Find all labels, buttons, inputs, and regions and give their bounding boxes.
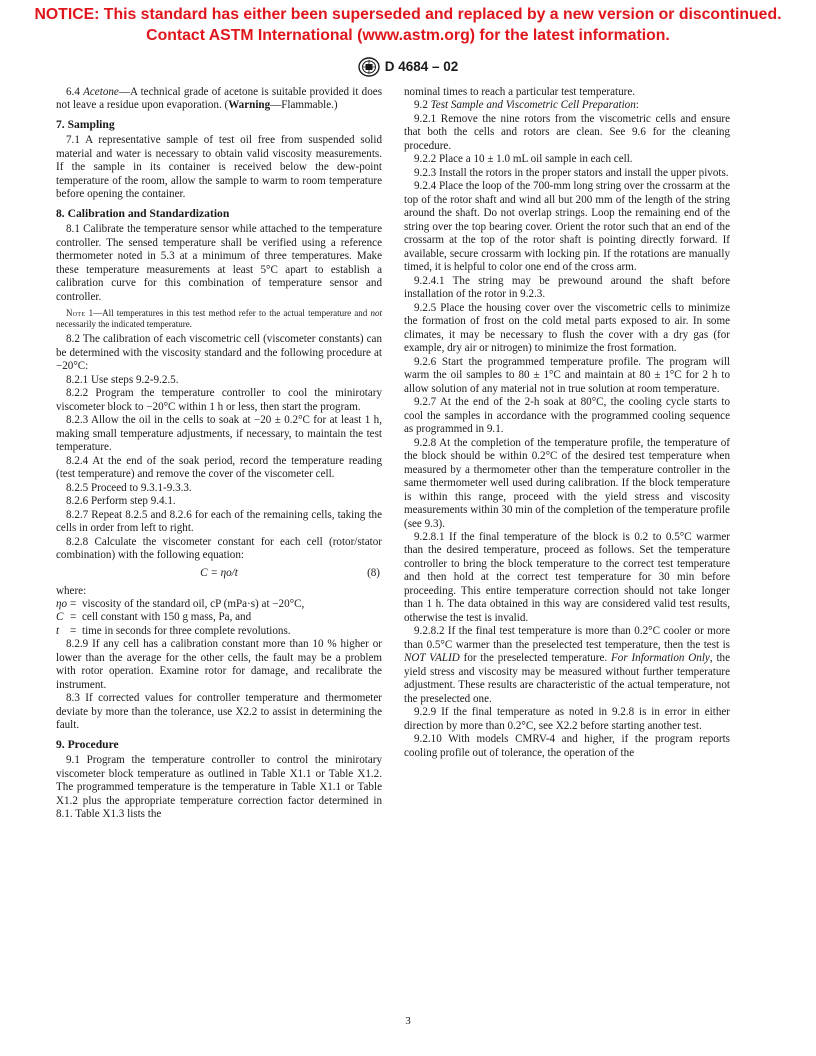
- right-column: [404, 86, 730, 760]
- paragraph-8-2-3: 8.2.3 Allow the oil in the cells to soak at −20 ± 0.2°C for at least 1 h, making small temperature adjustments, if necessary, to maintain the test temperature.: [56, 414, 382, 454]
- paragraph-9-2-7: 9.2.7 At the end of the 2-h soak at 80°C, the cooling cycle starts to cool the samples in accordance with the programmed cooling sequence as programmed in 9.1.: [404, 396, 730, 436]
- section-title-calibration: 8. Calibration and Standardization: [56, 206, 230, 220]
- definition-row: C = cell constant with 150 g mass, Pa, and: [56, 611, 252, 624]
- paragraph-8-2-6: 8.2.6 Perform step 9.4.1.: [66, 495, 176, 508]
- paragraph-9-2: 9.2 Test Sample and Viscometric Cell Preparation:: [414, 99, 639, 112]
- left-column: [56, 86, 382, 822]
- paragraph-8-3: 8.3 If corrected values for controller temperature and thermometer deviate by more than the tolerance, use X2.2 to assist in determining the fault.: [56, 692, 382, 732]
- notice-banner: [0, 4, 816, 46]
- paragraph-9-2-4-1: 9.2.4.1 The string may be prewound around the shaft before installation of the rotor in 9.2.3.: [404, 274, 730, 301]
- notice-line-2: Contact ASTM International (www.astm.org) for the latest information.: [146, 27, 670, 44]
- paragraph-9-1: 9.1 Program the temperature controller to control the minirotary viscometer block temperature as outlined in Table X1.1 or Table X1.2. The programmed temperature is the temperature in Table X1.1 or Table X1.2 plus the appropriate temperature correction factor determined in 8.1. Table X1.3 lists the: [56, 754, 382, 821]
- paragraph-9-2-10: 9.2.10 With models CMRV-4 and higher, if the program reports cooling profile out of tolerance, the operation of the: [404, 733, 730, 759]
- astm-logo-icon: [358, 57, 380, 77]
- paragraph-8-2-4: 8.2.4 At the end of the soak period, record the temperature reading (test temperature) and remove the cover of the viscometer cell.: [56, 454, 382, 481]
- paragraph-9-2-5: 9.2.5 Place the housing cover over the viscometric cells to minimize the formation of frost on the cold metal parts exposed to air. In some climates, it may be necessary to flush the cover with a dry gas (for example, dry air or nitrogen) to minimize the frost formation.: [404, 301, 730, 355]
- definition-row: t = time in seconds for three complete revolutions.: [56, 624, 291, 637]
- paragraph-8-2-8: 8.2.8 Calculate the viscometer constant for each cell (rotor/stator combination) with the following equation:: [56, 535, 382, 562]
- page-number: 3: [405, 1015, 411, 1027]
- section-title-procedure: 9. Procedure: [56, 737, 119, 751]
- paragraph-6-4: 6.4 Acetone—A technical grade of acetone is suitable provided it does not leave a residue upon evaporation. (Warning—Flammable.): [56, 86, 383, 112]
- paragraph-8-1: 8.1 Calibrate the temperature sensor while attached to the temperature controller. The sensed temperature shall be verified using a reference thermometer noted in 5.3 at a minimum of three temperatures. Make these temperature measurements at least 5°C apart to establish a calibration curve for this combination of temperature sensor and controller.: [56, 223, 382, 303]
- definition-row: ηo = viscosity of the standard oil, cP (mPa·s) at −20°C,: [56, 597, 305, 610]
- paragraph-9-2-8-2: 9.2.8.2 If the final test temperature is more than 0.2°C cooler or more than 0.5°C warmer than the preselected test temperature, then the test is NOT VALID for the preselected temperature. For Information Only, the yield stress and viscosity may be measured without further temperature adjustment. These results are characteristic of the actual temperature, not the preselected one.: [404, 625, 730, 705]
- equation-number: (8): [367, 566, 380, 579]
- paragraph-8-2-1: 8.2.1 Use steps 9.2-9.2.5.: [66, 373, 179, 386]
- paragraph-9-2-2: 9.2.2 Place a 10 ± 1.0 mL oil sample in each cell.: [414, 153, 633, 166]
- paragraph-9-2-9: 9.2.9 If the final temperature as noted in 9.2.8 is in error in either direction by more than 0.2°C, see X2.2 before starting another test.: [404, 706, 730, 732]
- paragraph-9-2-8-1: 9.2.8.1 If the final temperature of the block is 0.2 to 0.5°C warmer than the desired temperature, proceed as follows. Set the temperature controller to bring the block temperature to the correct test temperature and then hold at the correct test temperature for 30 min before proceeding. This entire temperature correction should not take longer than 1 h. The data obtained in this way are considered valid test results, otherwise the test is invalid.: [404, 530, 730, 624]
- equation-8: [56, 565, 382, 583]
- paragraph-8-2-9: 8.2.9 If any cell has a calibration constant more than 10 % higher or lower than the average for the other cells, the fault may be a problem with rotor operation. Examine rotor for damage, and recalibrate the instrument.: [56, 638, 382, 691]
- paragraph-9-2-8: 9.2.8 At the completion of the temperature profile, the temperature of the block should be within 0.2°C of the desired test temperature when measured by a thermometer other than the temperature controller in the same thermometer well used during calibration. If the block temperature is within this range, proceed with the yield stress and viscosity measurements within 30 min of the completion of the temperature profile (see 9.3).: [404, 436, 730, 530]
- designation: D 4684 – 02: [384, 59, 459, 74]
- paragraph-8-2-5: 8.2.5 Proceed to 9.3.1-9.3.3.: [66, 481, 192, 494]
- equation-text: C = ηo/t: [200, 566, 238, 579]
- paragraph-9-2-6: 9.2.6 Start the programmed temperature profile. The program will warm the oil samples to 80 ± 1°C and maintain at 80 ± 1°C for 2 h to allow solution of any material not in true solution at room temperature.: [404, 355, 730, 395]
- notice-line-1: NOTICE: This standard has either been superseded and replaced by a new version or discontinued.: [34, 6, 782, 23]
- paragraph-9-2-3: 9.2.3 Install the rotors in the proper stators and install the upper pivots.: [414, 166, 729, 179]
- paragraph-8-2-7: 8.2.7 Repeat 8.2.5 and 8.2.6 for each of the remaining cells, taking the cells in order from left to right.: [56, 508, 382, 535]
- note-1: Note 1—All temperatures in this test method refer to the actual temperature and not necessarily the indicated temperature.: [56, 308, 382, 330]
- section-title-sampling: 7. Sampling: [56, 117, 115, 131]
- paragraph-9-1-continued: nominal times to reach a particular test temperature.: [404, 86, 636, 98]
- paragraph-7-1: 7.1 A representative sample of test oil free from suspended solid material and water is necessary to obtain valid viscosity measurements. If the sample in its container is received below the dew-point temperature of the room, allow the sample to warm to room temperature before opening the container.: [56, 134, 382, 201]
- where-label: where:: [56, 584, 87, 597]
- paragraph-8-2-2: 8.2.2 Program the temperature controller to cool the minirotary viscometer block to −20°C within 1 h or less, then start the program.: [56, 387, 382, 413]
- document-header: [0, 57, 816, 77]
- paragraph-9-2-1: 9.2.1 Remove the nine rotors from the viscometric cells and ensure that both the cells and rotors are clean. See 9.6 for the cleaning procedure.: [404, 112, 730, 152]
- paragraph-9-2-4: 9.2.4 Place the loop of the 700-mm long string over the crossarm at the top of the rotor shaft and wind all but 200 mm of the length of the string around the shaft. Do not overlap strings. Loop the remaining end of the string over the top bearing cover. Orient the rotor such that an end of the crossarm at the top of the rotor shaft is pointing directly forward. If available, secure crossarm with locking pin. If the rotations are manually timed, it is helpful to color one end of the cross arm.: [404, 180, 730, 274]
- paragraph-8-2: 8.2 The calibration of each viscometric cell (viscometer constants) can be determined with the viscosity standard and the following procedure at −20°C:: [56, 333, 382, 373]
